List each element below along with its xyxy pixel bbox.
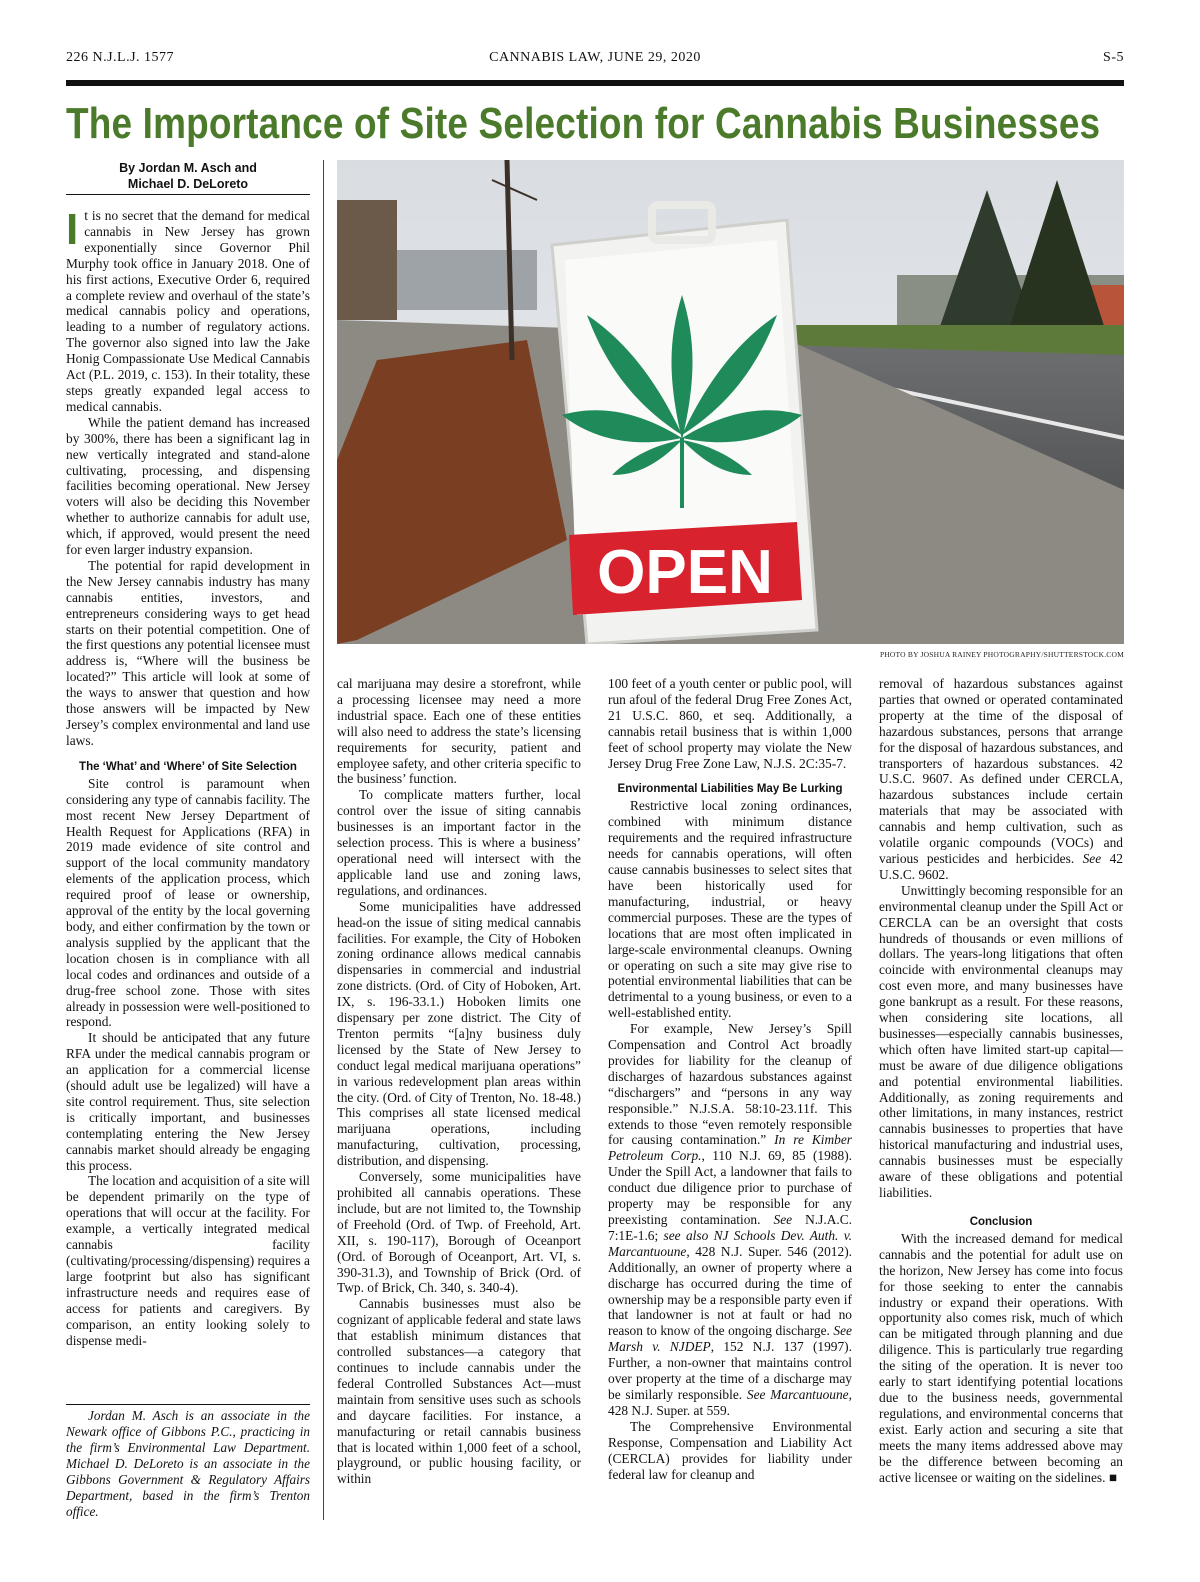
article-photo	[337, 160, 1124, 644]
bio-rule	[66, 1404, 310, 1405]
cannabis-open-sign-image	[337, 160, 1124, 644]
text-run: removal of hazardous substances against parties that owned or operated contaminated property at the time of the disposal of hazardous substances, persons that arrange for the disposal of hazardous substances, and transporters of hazardous substances. 42 U.S.C. 9607. As defined under CERCLA, hazardous substances include certain materials that may be associated with cannabis and hemp cultivation, such as volatile organic compounds (VOCs) and various pesticides and herbicides.	[879, 676, 1123, 866]
photo-credit: PHOTO BY JOSHUA RAINEY PHOTOGRAPHY/SHUTTERSTOCK.COM	[879, 650, 1124, 659]
article-column-3	[608, 676, 852, 1482]
text-run: , 152 N.J. 137 (1997). Further, a non-owner that maintains control over property at the time of a discharge may be similarly responsible.	[608, 1339, 852, 1402]
paragraph	[879, 1231, 1123, 1486]
paragraph: Cannabis businesses must also be cognizant of applicable federal and state laws that establish minimum distances that controlled substances—a category that continues to include cannabis under the federal Controlled Substances Act—must maintain from sensitive uses such as schools and daycare facilities. For instance, a manufacturing or retail cannabis business that is located within 1,000 feet of a school, playground, or public housing facility, or within	[337, 1296, 581, 1487]
paragraph: The location and acquisition of a site will be dependent primarily on the type of operations that will occur at the facility. For example, a vertically integrated medical cannabis facility (cultivating/processing/dispensing) requires a large footprint but also has significant infrastructure needs and requires ease of access for patients and caregivers. By comparison, an entity looking solely to dispense medi-	[66, 1173, 311, 1348]
subhead: Conclusion	[969, 1215, 1033, 1228]
text-run: N.J.A.C. 7:1E-1.6;	[608, 1212, 852, 1243]
author-bio-text: Jordan M. Asch is an associate in the Newark office of Gibbons P.C., practicing in the firm’s Environmental Law Department. Michael D. DeLoreto is an associate in the Gibbons Government & Regulatory Affairs Department, based in the firm’s Trenton office.	[66, 1408, 310, 1519]
case-citation: See Marsh v. NJDEP	[608, 1323, 852, 1355]
text-run: For example, New Jersey’s Spill Compensation and Control Act broadly provides for liability for the cleanup of discharges of hazardous substances against “dischargers” and “persons in any way responsible.” N.J.S.A. 58:10-23.11f. This extends to those “even remotely responsible for causing contamination.”	[608, 1021, 852, 1148]
issue-citation: 226 N.J.L.J. 1577	[66, 50, 175, 65]
text-run: , 428 N.J. Super. 546 (2012). Additionally, an owner of property where a discharge has occurred during the time of ownership may be a responsible party even if that landowner is not at fault or had no reason to know of the ongoing discharge.	[608, 1243, 852, 1339]
paragraph: The potential for rapid development in the New Jersey cannabis industry has many cannabis entities, investors, and entrepreneurs considering ways to get head starts on their potential competition. One of the first questions any potential licensee must address is, “Where will the business be located?” This article will look at some of the ways to answer that question and how those answers will be impacted by New Jersey’s complex environmental and land use laws.	[66, 557, 310, 748]
author-bio	[66, 1408, 310, 1520]
case-citation: See Marcantuoune	[746, 1386, 849, 1402]
running-head	[66, 50, 1124, 68]
page-number: S-5	[1103, 50, 1124, 65]
end-mark-icon: ■	[1108, 1469, 1117, 1485]
signal-word: See	[1082, 850, 1102, 866]
intro-paragraph	[66, 205, 310, 415]
subhead: Environmental Liabilities May Be Lurking	[617, 783, 843, 796]
article-column-4	[879, 676, 1123, 1485]
case-citation: In re Kimber Petroleum Corp.	[608, 1132, 852, 1164]
byline-line-1: By Jordan M. Asch and	[119, 161, 257, 175]
open-sign-text: OPEN	[597, 538, 773, 607]
section-date: CANNABIS LAW, JUNE 29, 2020	[489, 50, 701, 65]
signal-word: See	[773, 1212, 793, 1227]
paragraph: The Comprehensive Environmental Response, Compensation and Liability Act (CERCLA) provides for liability under federal law for cleanup and	[608, 1418, 852, 1482]
subhead: The ‘What’ and ‘Where’ of Site Selection	[79, 760, 297, 773]
paragraph: While the patient demand has increased by 300%, there has been a significant lag in new vertically integrated and stand-alone cultivating, processing, and dispensing facilities becoming operational. New Jersey voters will also be deciding this November whether to authorize cannabis for adult use, which, if approved, would present the need for even larger industry expansion.	[66, 414, 310, 558]
byline-line-2: Michael D. DeLoreto	[127, 177, 249, 191]
drop-cap: I	[66, 205, 79, 254]
paragraph: Restrictive local zoning ordinances, combined with minimum distance requirements and the required infrastructure needs for cannabis operations, will often cause cannabis businesses to select sites that have been historically used for manufacturing, industrial, or heavy commercial purposes. These are the types of locations that are most often implicated in large-scale environmental cleanups. Owning or operating on such a site may give rise to potential environmental liabilities that can be detrimental to a young business, or even to a well-established entity.	[608, 798, 852, 1021]
byline-rule	[66, 194, 310, 195]
paragraph: Conversely, some municipalities have prohibited all cannabis operations. These include, but are not limited to, the Township of Freehold (Ord. of Twp. of Freehold, Art. XII, s. 190-117), Borough of Oceanport (Ord. of Borough of Oceanport, Art. VI, s. 390-31.3), and Township of Brick (Ord. of Twp. of Brick, Ch. 340, s. 340-4).	[337, 1169, 581, 1296]
case-citation: see also NJ Schools Dev. Auth. v. Marcantuoune	[608, 1227, 852, 1259]
column-rule	[323, 160, 324, 1520]
article-column-2	[337, 676, 581, 1487]
text-run: , 110 N.J. 69, 85 (1988). Under the Spill Act, a landowner that fails to conduct due diligence prior to purchase of property may be responsible for any preexisting contamination.	[608, 1148, 852, 1227]
text-run: 42 U.S.C. 9602.	[879, 850, 1123, 882]
paragraph: Site control is paramount when considering any type of cannabis facility. The most recent New Jersey Department of Health Request for Applications (RFA) in 2019 made evidence of site control and support of the local community mandatory elements of the application process, which required proof of lease or ownership, approval of the entity by the local governing body, and either confirmation by the town or analysis supplied by the applicant that the location chosen is in compliance with all local codes and ordinances and outside of a drug-free school zone. Those with sites already in possession were well-positioned to respond.	[66, 775, 310, 1030]
paragraph: It should be anticipated that any future RFA under the medical cannabis program or an application for a commercial license (should adult use be legalized) will have a site control requirement. Thus, site selection is critically important, and businesses contemplating entering the New Jersey cannabis market should already be engaging this process.	[66, 1030, 310, 1173]
paragraph	[879, 676, 1123, 883]
paragraph: 100 feet of a youth center or public pool, will run afoul of the federal Drug Free Zones Act, 21 U.S.C. 860, et seq. Additionally, a cannabis retail business that is within 1,000 feet of school property may violate the New Jersey Drug Free Zone Law, N.J.S. 2C:35-7.	[608, 676, 852, 771]
article-headline: The Importance of Site Selection for Cannabis Businesses	[66, 99, 1101, 148]
paragraph: To complicate matters further, local control over the issue of siting cannabis businesses is an important factor in the selection process. This is where a business’ operational need will intersect with the applicable land use and zoning laws, regulations, and ordinances.	[337, 787, 581, 898]
paragraph: cal marijuana may desire a storefront, while a processing licensee may need a more industrial space. Each one of these entities will also need to address the state’s licensing requirements for security, patient and employee safety, and other criteria specific to the business’ function.	[337, 676, 581, 787]
paragraph	[608, 1021, 852, 1419]
intro-text: t is no secret that the demand for medical cannabis in New Jersey has grown exponentially since Governor Phil Murphy took office in January 2018. One of his first actions, Executive Order 6, required a complete review and overhaul of the state’s medical cannabis policy and operations, leading to a number of regulatory actions. The governor also signed into law the Jake Honig Compassionate Use Medical Cannabis Act (P.L. 2019, c. 153). In their totality, these steps greatly expanded legal access to medical cannabis.	[66, 208, 310, 414]
header-rule	[66, 80, 1124, 86]
text-run: , 428 N.J. Super. at 559.	[608, 1386, 852, 1418]
byline	[66, 160, 310, 192]
paragraph: Some municipalities have addressed head-on the issue of siting medical cannabis facilities. For example, the City of Hoboken zoning ordinance allows medical cannabis dispensaries in commercial and industrial zone districts. (Ord. of City of Hoboken, Art. IX, s. 196-33.1.) Hoboken limits one dispensary per zone district. The City of Trenton permits “[a]ny business duly licensed by the State of New Jersey to conduct legal medical marijuana operations” in various redevelopment plan areas within the city. (Ord. of City of Trenton, No. 18-48.) This comprises all state licensed medical marijuana operations, including manufacturing, cultivation, processing, distribution, and dispensing.	[337, 898, 581, 1169]
text-run: With the increased demand for medical cannabis and the potential for adult use on the horizon, New Jersey has come into focus for those seeking to enter the cannabis industry or expand their operations. With opportunity also comes risk, much of which can be mitigated through planning and due diligence. This is particularly true regarding the siting of the operation. It is never too early to start identifying potential locations due to the business needs, governmental regulations, and environmental concerns that exist. Early action and securing a site that meets the many items addressed above may be the difference between becoming an active licensee or waiting on the sidelines.	[879, 1230, 1123, 1485]
paragraph: Unwittingly becoming responsible for an environmental cleanup under the Spill Act or CERCLA can be an oversight that costs hundreds of thousands or even millions of dollars. The years-long litigations that often coincide with environmental cleanups may cost even more, and many businesses have gone bankrupt as a result. For these reasons, when considering site locations, all businesses—especially cannabis businesses, which often have limited start-up capital—must be aware of due diligence obligations and potential environmental liabilities. Additionally, as zoning requirements and other limitations, in many instances, restrict cannabis businesses to properties that have historical manufacturing and industrial uses, cannabis businesses must be especially aware of these obligations and potential liabilities.	[879, 882, 1123, 1200]
article-column-1	[66, 205, 311, 1348]
